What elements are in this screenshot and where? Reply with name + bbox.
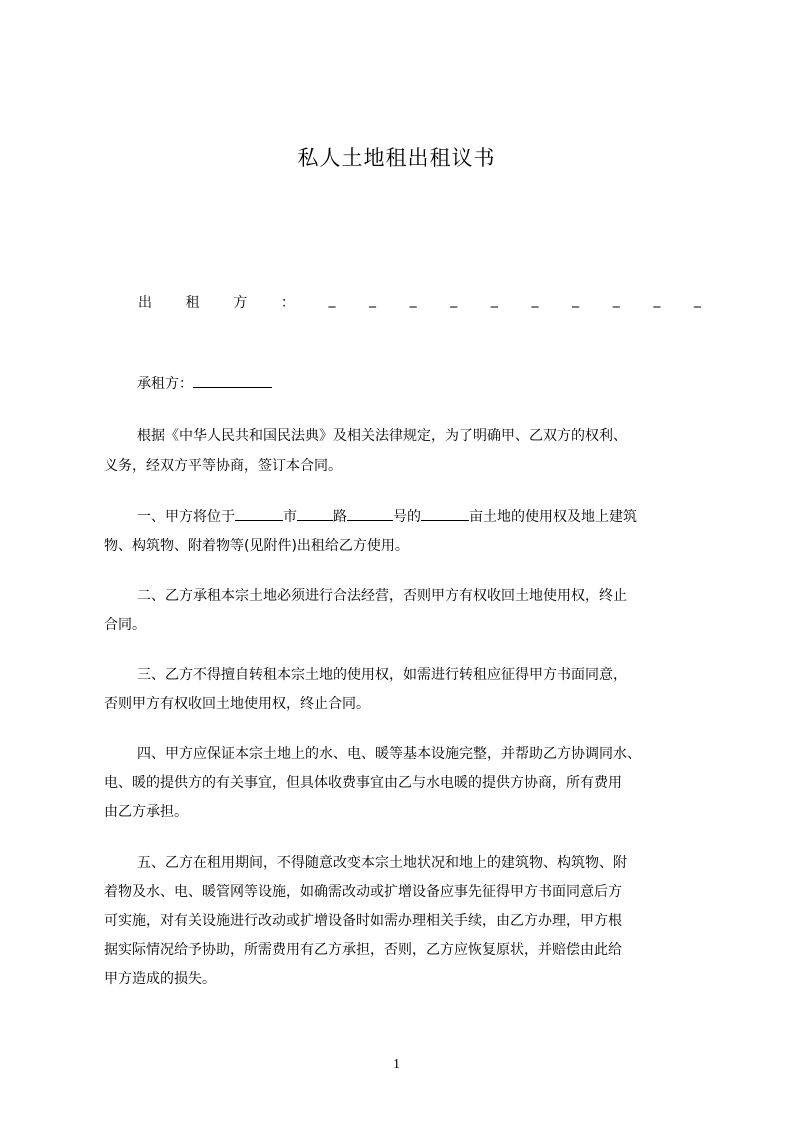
clause-1-text: 市 [283,509,297,525]
lessor-blank-mark: _ [409,292,417,308]
lessor-blank-mark: _ [531,292,539,308]
clause-5-line-1: 五、乙方在租用期间，不得随意改变本宗土地状况和地上的建筑物、构筑物、附 [137,855,627,871]
clause-5-line-3: 可实施，对有关设施进行改动或扩增设备时如需办理相关手续，由乙方办理，甲方根 [104,913,622,929]
lessor-blank-mark: _ [612,292,620,308]
page-number: 1 [393,1057,400,1072]
clause-1-line-2: 物、构筑物、附着物等(见附件)出租给乙方使用。 [104,538,409,554]
clause-2-line-2: 合同。 [104,617,146,633]
lessor-char: 租 [185,295,200,311]
document-title: 私人土地租出租议书 [297,146,496,170]
lessee-blank [193,375,272,388]
clause-1-text: 一、甲方将位于 [137,509,235,525]
city-blank [235,508,283,521]
clause-1-text: 号的 [393,509,421,525]
clause-1-text: 亩土地的使用权及地上建筑 [469,509,637,525]
lessor-char: 方 [233,295,248,311]
clause-5-line-2: 着物及水、电、暖管网等设施，如确需改动或扩增设备应事先征得甲方书面同意后方 [104,884,622,900]
clause-5-line-5: 甲方造成的损失。 [104,971,216,987]
lessor-blank-mark: _ [653,292,661,308]
lessor-blank-mark: _ [450,292,458,308]
lessee-line [137,373,272,393]
lessor-blank-mark: _ [693,292,701,308]
clause-4-line-2: 电、暖的提供方的有关事宜，但具体收费事宜由乙与水电暖的提供方协商，所有费用 [104,775,622,791]
clause-3-line-2: 否则甲方有权收回土地使用权，终止合同。 [104,696,370,712]
clause-4-line-3: 由乙方承担。 [104,804,188,820]
lessor-blank-mark: _ [490,292,498,308]
area-blank [421,508,469,521]
road-blank [297,508,333,521]
lessee-label: 承租方： [137,376,193,392]
clause-3-line-1: 三、乙方不得擅自转租本宗土地的使用权，如需进行转租应征得甲方书面同意， [137,667,627,683]
intro-line-1: 根据《中华人民共和国民法典》及相关法律规定，为了明确甲、乙双方的权利、 [137,428,627,444]
lessor-line [138,292,701,312]
clause-2-line-1: 二、乙方承租本宗土地必须进行合法经营，否则甲方有权收回土地使用权，终止 [137,588,627,604]
lessor-blank-mark: _ [369,292,377,308]
lessor-char: 出 [138,295,152,311]
lessor-blank-mark: _ [572,292,580,308]
lessor-char: ： [280,295,295,311]
lessor-blank-mark: _ [328,292,336,308]
clause-1-text: 路 [333,509,347,525]
clause-5-line-4: 据实际情况给予协助，所需费用有乙方承担，否则，乙方应恢复原状，并赔偿由此给 [104,942,622,958]
clause-4-line-1: 四、甲方应保证本宗土地上的水、电、暖等基本设施完整，并帮助乙方协调同水、 [137,746,641,762]
intro-line-2: 义务，经双方平等协商，签订本合同。 [104,458,342,474]
number-blank [347,508,393,521]
clause-1-line-1 [137,506,637,526]
